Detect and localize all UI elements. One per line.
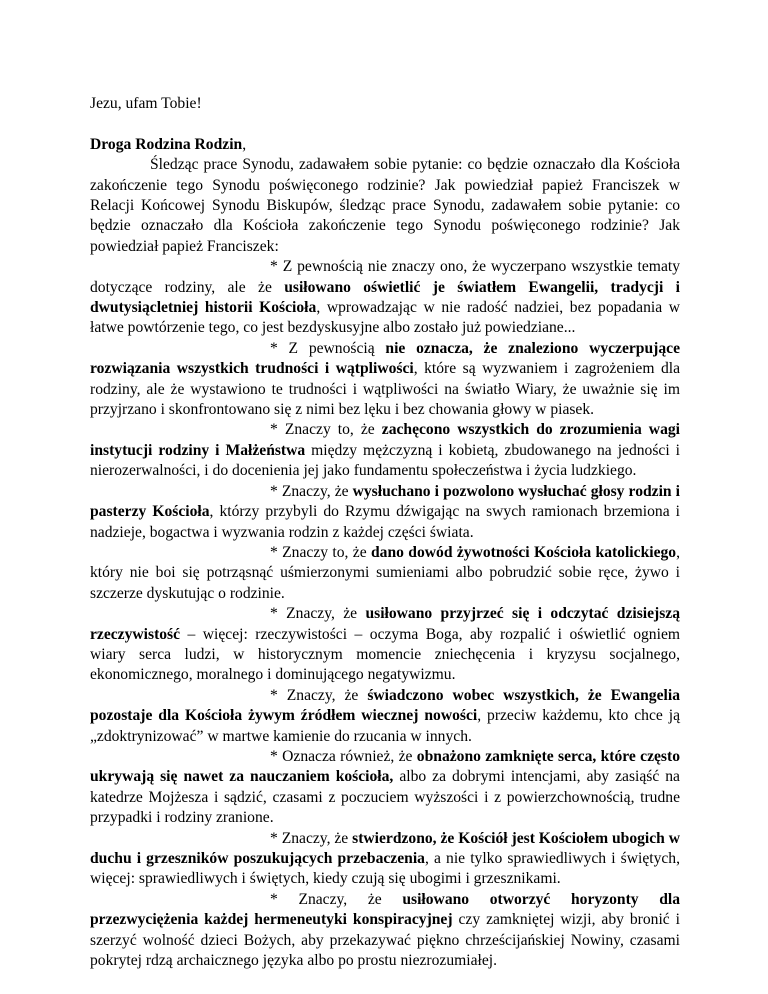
item-text-after: , które są wyzwaniem i zagrożeniem dla rodziny, ale że wystawiono te trudności i wątpliwości na światło Wiary, że uważnie się im przyjrzano i skonfrontowano się z nimi bez lęku i bez chowania głowy w piasek.: [90, 360, 680, 419]
list-item: [90, 829, 680, 890]
item-text-after: czy zamkniętej wizji, aby bronić i szerzyć wolność dzieci Bożych, aby przekazywać piękno chrześcijańskiej Nowiny, czasami pokrytej rdzą archaicznego języka albo po prostu niezrozumiałej.: [90, 911, 680, 970]
list-item: [90, 420, 680, 481]
document-page: [90, 94, 680, 971]
item-text-after: , który nie boi się potrząsnąć uśmierzonymi sumieniami albo pobrudzić sobie ręce, żywo i szczerze dyskutując o rodzinie.: [90, 543, 680, 602]
item-text-after: albo za dobrymi intencjami, aby zasiąść na katedrze Mojżesza i sądzić, czasami z poczuciem wyższości i z powierzchownością, trudne przypadki i rodziny zranione.: [90, 768, 680, 827]
item-text-after: , wprowadzając w nie radość nadziei, bez popadania w łatwe powtórzenie tego, co jest bezdyskusyjne albo zostało już powiedziane...: [90, 299, 680, 337]
item-text-after: , przeciw każdemu, kto chce ją „zdoktrynizować” w martwe kamienie do rzucania w innych.: [90, 707, 680, 745]
item-text-bold: stwierdzono, że Kościół jest Kościołem ubogich w duchu i grzeszników poszukujących przebaczenia: [90, 829, 681, 868]
blank-line: [90, 114, 680, 134]
item-text-before: * Znaczy, że: [270, 605, 366, 623]
item-text-before: * Znaczy, że: [270, 686, 368, 704]
intro-paragraph: Śledząc prace Synodu, zadawałem sobie pytanie: co będzie oznaczało dla Kościoła zakończenie tego Synodu poświęconego rodzinie? Jak powiedział papież Franciszek w Relacji Końcowej Synodu Biskupów, śledząc prace Synodu, zadawałem sobie pytanie: co będzie oznaczało dla Kościoła zakończenie tego Synodu poświęconego rodzinie? Jak powiedział papież Franciszek:: [90, 156, 680, 255]
list-item: [90, 543, 680, 604]
list-item: [90, 339, 680, 421]
item-text-after: , którzy przybyli do Rzymu dźwigając na swych ramionach brzemiona i nadzieje, bogactwa i wyzwania rodzin z każdej części świata.: [90, 503, 680, 541]
salutation-text: Droga Rodzina Rodzin: [90, 135, 243, 153]
list-item: [90, 686, 680, 747]
list-item: [90, 747, 680, 829]
item-text-after: – więcej: rzeczywistości – oczyma Boga, aby rozpalić i oświetlić ogniem wiary serca ludzi, w historycznym momencie zniechęcenia i kryzysu socjalnego, ekonomicznego, moralnego i dominującego negatywizmu.: [90, 625, 680, 684]
salutation-line: [90, 135, 680, 155]
item-text-before: * Z pewnością nie znaczy ono, że wyczerpano wszystkie tematy dotyczące rodziny, ale że: [90, 258, 680, 296]
item-text-bold: dano dowód żywotności Kościoła katolickiego: [371, 543, 677, 561]
item-text-bold: obnażono zamknięte serca, które często ukrywają się nawet za nauczaniem kościoła,: [90, 747, 680, 786]
item-text-bold: usiłowano przyjrzeć się i odczytać dzisiejszą rzeczywistość: [90, 605, 680, 643]
salutation-punctuation: ,: [242, 135, 247, 153]
list-item: [90, 604, 680, 686]
item-text-before: * Znaczy, że: [270, 890, 403, 908]
item-text-bold: świadczono wobec wszystkich, że Ewangelia pozostaje dla Kościoła żywym źródłem wiecznej nowości: [90, 686, 680, 725]
list-item: [90, 257, 680, 339]
item-text-bold: usiłowano oświetlić je światłem Ewangelii, tradycji i dwutysiącletniej historii Kościoła: [90, 278, 680, 317]
item-text-before: * Oznacza również, że: [270, 747, 417, 765]
item-text-before: * Znaczy to, że: [270, 543, 371, 561]
item-text-before: * Znaczy, że: [270, 482, 353, 500]
item-text-before: * Znaczy, że: [270, 829, 353, 847]
list-item: [90, 482, 680, 543]
item-text-after: , a nie tylko sprawiedliwych i świętych, więcej: sprawiedliwych i świętych, kiedy czują się ubogimi i grzesznikami.: [90, 850, 681, 888]
item-text-before: * Z pewnością: [270, 339, 386, 357]
item-text-bold: usiłowano otworzyć horyzonty dla przezwyciężenia każdej hermeneutyki konspiracyjnej: [90, 890, 681, 929]
item-text-bold: wysłuchano i pozwolono wysłuchać głosy rodzin i pasterzy Kościoła: [90, 482, 680, 521]
item-text-bold: nie oznacza, że znaleziono wyczerpujące rozwiązania wszystkich trudności i wątpliwości: [90, 339, 680, 378]
item-text-bold: zachęcono wszystkich do zrozumienia wagi instytucji rodziny i Małżeństwa: [90, 421, 680, 459]
item-text-after: między mężczyzną i kobietą, zbudowanego na jedności i nierozerwalności, i do docenienia jej jako fundamentu społeczeństwa i życia ludzkiego.: [90, 441, 680, 480]
list-item: [90, 890, 680, 972]
greeting-line: Jezu, ufam Tobie!: [90, 95, 202, 112]
item-text-before: * Znaczy to, że: [270, 421, 382, 439]
